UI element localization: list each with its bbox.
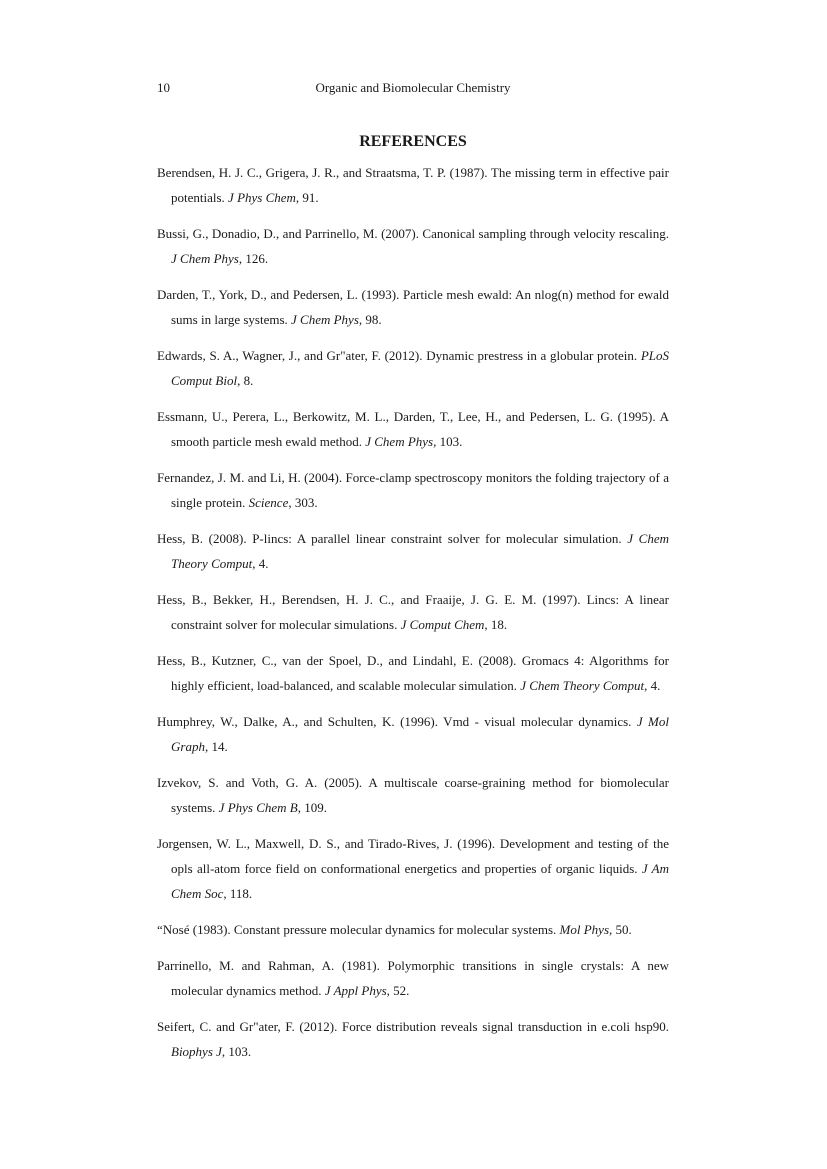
reference-venue: J Chem Theory Comput: [520, 678, 645, 693]
reference-volume: , 50.: [609, 922, 632, 937]
reference-text: Darden, T., York, D., and Pedersen, L. (1993). Particle mesh ewald: An nlog(n) method for ewald sums in large systems.: [157, 287, 669, 327]
page-number: 10: [157, 80, 170, 95]
reference-list: [157, 160, 669, 1075]
reference-venue: J Mol Graph: [171, 714, 669, 754]
reference-volume: , 18.: [484, 617, 508, 632]
reference-text: Jorgensen, W. L., Maxwell, D. S., and Tirado-Rives, J. (1996). Development and testing of the opls all-atom force field on conformational energetics and properties of organic liquids.: [157, 836, 669, 876]
reference-item: [157, 917, 669, 942]
reference-volume: , 98.: [358, 312, 382, 327]
reference-text: Berendsen, H. J. C., Grigera, J. R., and Straatsma, T. P. (1987). The missing term in effective pair potentials.: [157, 165, 669, 205]
reference-venue: J Phys Chem: [228, 190, 296, 205]
reference-item: [157, 587, 669, 637]
reference-item: [157, 709, 669, 759]
reference-venue: J Chem Phys: [365, 434, 434, 449]
reference-venue: Science: [248, 495, 289, 510]
reference-item: [157, 465, 669, 515]
reference-volume: , 118.: [223, 886, 253, 901]
reference-venue: J Chem Theory Comput: [171, 531, 669, 571]
reference-text: Seifert, C. and Gr"ater, F. (2012). Force distribution reveals signal transduction in e.coli hsp90.: [157, 1019, 669, 1034]
reference-item: [157, 404, 669, 454]
reference-volume: , 14.: [204, 739, 228, 754]
reference-item: [157, 831, 669, 906]
reference-item: [157, 343, 669, 393]
reference-volume: , 126.: [238, 251, 269, 266]
reference-text: Essmann, U., Perera, L., Berkowitz, M. L., Darden, T., Lee, H., and Pedersen, L. G. (1995). A smooth particle mesh ewald method.: [157, 409, 669, 449]
reference-volume: , 103.: [433, 434, 463, 449]
reference-venue: J Comput Chem: [400, 617, 485, 632]
reference-item: [157, 221, 669, 271]
reference-venue: J Chem Phys: [291, 312, 359, 327]
reference-volume: , 4.: [644, 678, 661, 693]
reference-text: Parrinello, M. and Rahman, A. (1981). Polymorphic transitions in single crystals: A new molecular dynamics method.: [157, 958, 669, 998]
reference-volume: , 8.: [237, 373, 254, 388]
reference-item: [157, 770, 669, 820]
reference-text: Izvekov, S. and Voth, G. A. (2005). A multiscale coarse-graining method for biomolecular systems.: [157, 775, 669, 815]
reference-text: Fernandez, J. M. and Li, H. (2004). Force-clamp spectroscopy monitors the folding trajectory of a single protein.: [157, 470, 669, 510]
reference-item: [157, 160, 669, 210]
reference-item: [157, 282, 669, 332]
reference-venue: Mol Phys: [559, 922, 610, 937]
reference-item: [157, 1014, 669, 1064]
reference-volume: , 103.: [221, 1044, 252, 1059]
reference-text: Hess, B., Bekker, H., Berendsen, H. J. C., and Fraaije, J. G. E. M. (1997). Lincs: A linear constraint solver for molecular simulations.: [157, 592, 669, 632]
reference-venue: J Appl Phys: [324, 983, 387, 998]
reference-text: Edwards, S. A., Wagner, J., and Gr"ater, F. (2012). Dynamic prestress in a globular protein.: [157, 348, 641, 363]
running-header: [157, 79, 669, 97]
reference-venue: J Am Chem Soc: [171, 861, 669, 901]
journal-name: Organic and Biomolecular Chemistry: [315, 80, 511, 95]
reference-venue: PLoS Comput Biol: [171, 348, 669, 388]
references-heading: REFERENCES: [359, 133, 467, 150]
reference-item: [157, 648, 669, 698]
reference-venue: Biophys J: [171, 1044, 222, 1059]
reference-text: Hess, B. (2008). P-lincs: A parallel linear constraint solver for molecular simulation.: [157, 531, 628, 546]
reference-venue: J Chem Phys: [171, 251, 239, 266]
reference-volume: , 109.: [297, 800, 327, 815]
reference-volume: , 52.: [386, 983, 410, 998]
reference-venue: J Phys Chem B: [218, 800, 298, 815]
reference-volume: , 91.: [295, 190, 319, 205]
reference-text: “Nosé (1983). Constant pressure molecular dynamics for molecular systems.: [157, 922, 560, 937]
reference-volume: , 303.: [288, 495, 318, 510]
reference-text: Hess, B., Kutzner, C., van der Spoel, D., and Lindahl, E. (2008). Gromacs 4: Algorithms for highly efficient, load-balanced, and scalable molecular simulation.: [157, 653, 669, 693]
reference-volume: , 4.: [252, 556, 269, 571]
reference-text: Humphrey, W., Dalke, A., and Schulten, K. (1996). Vmd - visual molecular dynamics.: [157, 714, 637, 729]
reference-item: [157, 526, 669, 576]
reference-text: Bussi, G., Donadio, D., and Parrinello, M. (2007). Canonical sampling through velocity rescaling.: [157, 226, 669, 241]
reference-item: [157, 953, 669, 1003]
